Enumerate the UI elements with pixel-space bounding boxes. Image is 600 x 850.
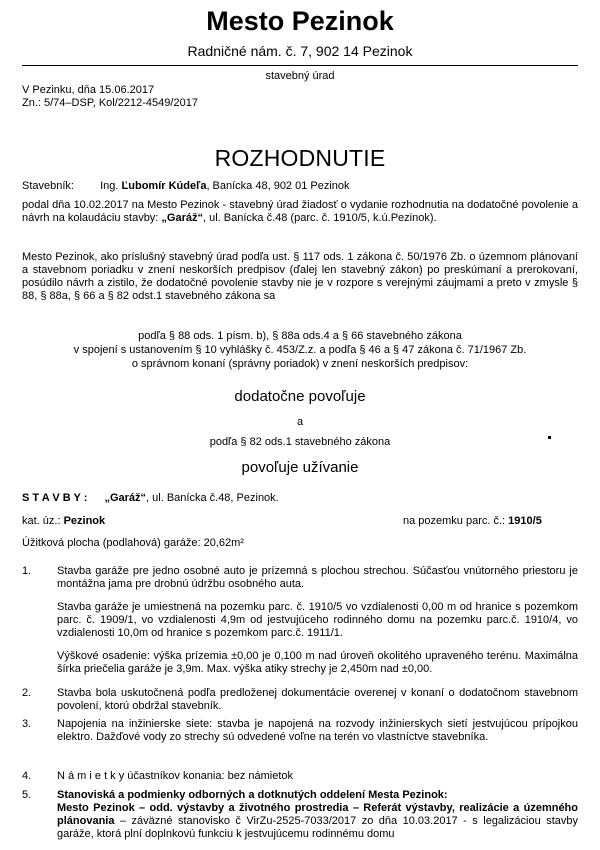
objections-text: účastníkov konania: bez námietok: [124, 770, 294, 782]
department-name: Mesto Pezinok – odd. výstavby a životného prostredia – Referát výstavby, realizácie a územného plánovania: [57, 802, 578, 827]
cadastral-area-value: Pezinok: [63, 515, 106, 527]
list-item-body: [57, 770, 578, 783]
legal-basis-line: podľa § 88 ods. 1 písm. b), § 88a ods.4 a § 66 stavebného zákona: [138, 330, 462, 342]
decision-title: ROZHODNUTIE: [214, 145, 386, 171]
builder-name: Ľubomír Kúdeľa: [121, 180, 207, 192]
list-item-number: 5.: [22, 789, 32, 801]
list-item-body: Stavba bola uskutočnená podľa predloženej dokumentácie overenej v konaní o dodatočnom stavebnom povolení, ktorú obdržal stavebník.: [57, 687, 578, 712]
builder-prefix: Ing.: [100, 180, 119, 192]
list-item-number: 4.: [22, 770, 32, 782]
parcel-label: na pozemku parc. č.:: [403, 515, 509, 527]
verdict-conjunction: a: [296, 416, 304, 428]
list-item-body: [57, 789, 578, 841]
municipality-address: Radničné nám. č. 7, 902 14 Pezinok: [187, 43, 413, 59]
municipality-title: Mesto Pezinok: [206, 6, 394, 36]
list-item-number: 2.: [22, 687, 32, 699]
item-paragraph: Výškové osadenie: výška prízemia ±0,00 je 0,100 m nad úroveň okolitého upraveného terénu. Maximálna šírka priečelia garáže je 3,9m. Max. výška atiky strechy je 2,450m nad ±0,00.: [57, 650, 578, 675]
authority-paragraph: Mesto Pezinok, ako príslušný stavebný úrad podľa ust. § 117 ods. 1 zákona č. 50/1976 Zb. o územnom plánovaní a stavebnom poriadku v znení neskorších predpisov (ďalej len stavebný zákon) po preskúmaní a prerokovaní, posúdilo návrh a zistilo, že dodatočné povolenie stavby nie je v rozpore s verejnými záujmami a preto v zmysle § 88, § 88a, § 66 a § 82 odst.1 stavebného zákona sa: [22, 251, 578, 302]
object-name: „Garáž“: [161, 212, 203, 224]
item-paragraph: Stavba garáže pre jedno osobné auto je prízemná s plochou strechou. Súčasťou vnútorného priestoru je montážna jama pre drobnú údržbu osobného auta.: [57, 565, 578, 590]
verdict-occupancy: povoľuje užívanie: [241, 459, 359, 476]
list-item-body: Napojenia na inžinierske siete: stavba je napojená na rozvody inžinierskych sietí jestvujúcou prípojkou elektro. Dažďové vody zo strechy sú odvedené voľne na terén vo vlastníctve stavebníka.: [57, 718, 578, 743]
list-item: [22, 565, 578, 685]
usable-area: Úžitková plocha (podlahová) garáže: 20,62m²: [22, 537, 244, 549]
object-title: „Garáž“: [104, 492, 147, 504]
cadastral-area: [22, 515, 105, 528]
object-label: S T A V B Y :: [22, 492, 88, 504]
cadastral-area-label: kat. úz.:: [22, 515, 64, 527]
item-paragraph: Stavba garáže je umiestnená na pozemku parc. č. 1910/5 vo vzdialenosti 0,00 m od hranice s pozemkom parc. č. 1909/1, vo vzdialenosti 4,9m od jestvujúceho rodinného domu na pozemku parc.č. 1910/4, vo vzdialenosti 10,0m od hranice s pozemkom parc.č. 1911/1.: [57, 601, 578, 639]
header-divider: [22, 65, 578, 66]
parcel-number: [403, 515, 542, 528]
builder-label: Stavebník:: [22, 180, 74, 192]
list-item-number: 1.: [22, 565, 32, 577]
office-name: stavebný úrad: [265, 70, 335, 82]
parcel-value: 1910/5: [508, 515, 542, 527]
legal-basis-line: o správnom konaní (správny poriadok) v znení neskorších predpisov:: [131, 358, 469, 370]
list-item-body: [57, 565, 578, 676]
object-line: [22, 492, 279, 505]
objections-label: N á m i e t k y: [57, 770, 125, 782]
application-text: podal dňa 10.02.2017 na Mesto Pezinok - stavebný úrad žiadosť o vydanie rozhodnutia na dodatočné povolenie a návrh na kolaudáciu stavby:: [22, 199, 578, 224]
opinion-text: – záväzné stanovisko č VirZu-2525-7033/2017 zo dňa 10.03.2017 - s legalizáciou stavby garáže, ktorá plní doplnkovú funkciu k jestvujúcemu rodinnému domu: [57, 815, 578, 840]
object-location: , ul. Banícka č.48, Pezinok.: [146, 492, 279, 504]
opinions-heading: Stanoviská a podmienky odborných a dotknutých oddelení Mesta Pezinok:: [57, 789, 448, 801]
reference-number: Zn.: 5/74–DSP, Kol/2212-4549/2017: [22, 97, 198, 109]
application-paragraph: [22, 199, 578, 225]
legal-basis-line: v spojení s ustanovením § 10 vyhlášky č. 453/Z.z. a podľa § 46 a § 47 zákona č. 71/1967 Zb.: [73, 344, 527, 356]
place-date: V Pezinku, dňa 15.06.2017: [22, 84, 155, 96]
builder-address: , Banícka 48, 902 01 Pezinok: [206, 180, 350, 192]
list-item-number: 3.: [22, 718, 32, 730]
stray-mark: [548, 436, 551, 439]
builder-line: [22, 180, 350, 193]
application-text-end: , ul. Banícka č.48 (parc. č. 1910/5, k.ú.Pezinok).: [203, 212, 437, 224]
verdict-permit: dodatočne povoľuje: [234, 388, 366, 405]
verdict-law: podľa § 82 ods.1 stavebného zákona: [209, 436, 391, 448]
